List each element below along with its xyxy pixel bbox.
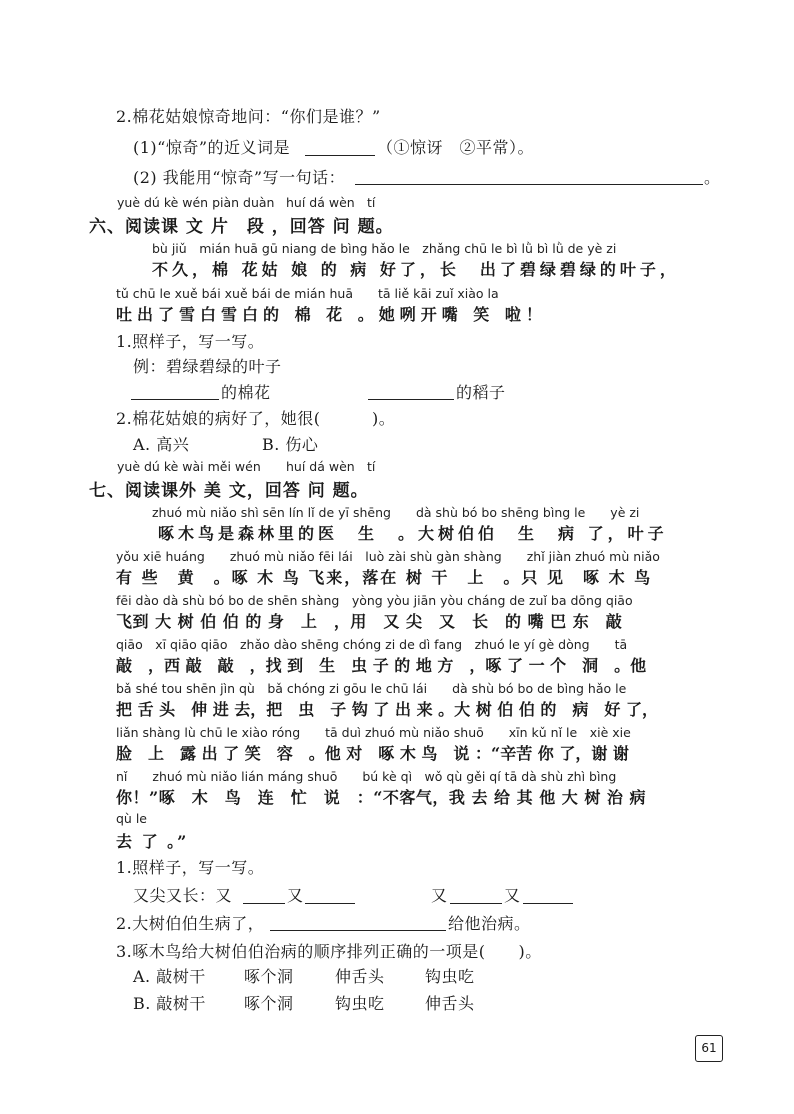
section-7-line-8-text: 去 了 。”	[116, 832, 189, 851]
section-6-pinyin-3: tí	[367, 195, 376, 210]
section-6-example: 例：碧绿碧绿的叶子	[133, 357, 282, 376]
doctor-blank[interactable]	[270, 930, 446, 931]
section-7-line-1-text: 啄木鸟是森林里的医 生 。大树伯伯 生 病 了，叶子	[158, 524, 668, 543]
section-6-heading: 六、阅读课 文 片 段 ，回答 问 题。	[89, 217, 394, 237]
section-7-question-2-prefix: 2.大树伯伯生病了，	[116, 914, 265, 933]
fill-label-rice: 的稻子	[456, 383, 506, 402]
question-2-sub1-suffix: （①惊讶 ②平常）。	[377, 138, 535, 157]
fill-blank-you-2[interactable]	[305, 903, 355, 904]
section-6-line-1-text: 不久，棉 花姑 娘 的 病 好了，长 出了碧绿碧绿的叶子，	[152, 260, 680, 279]
fill-label-cotton: 的棉花	[221, 383, 271, 402]
section-7-line-5-pinyin: bǎ shé tou shēn jìn qù bǎ chóng zi gōu le chū lái dà shù bó bo de bìng hǎo le	[116, 681, 627, 696]
section-7-line-3-text: 飞到 大 树 伯 伯 的 身 上 ，用 又 尖 又 长 的 嘴 巴 东 敲	[116, 612, 623, 631]
option-a-step-3: 伸舌头	[335, 967, 385, 986]
fill-blank-rice[interactable]	[368, 399, 454, 400]
option-b-step-1[interactable]: B. 敲树干	[133, 994, 206, 1013]
section-7-pinyin-1: yuè dú kè wài měi wén	[117, 459, 261, 474]
you-char-1: 又	[287, 886, 304, 905]
section-6-line-2-pinyin: tǔ chū le xuě bái xuě bái de mián huā tā liě kāi zuǐ xiào la	[116, 286, 499, 301]
section-6-question-2-prefix: 2.棉花姑娘的病好了，她很(	[116, 409, 321, 428]
section-6-pinyin-1: yuè dú kè wén piàn duàn	[117, 195, 275, 210]
option-b-step-2: 啄个洞	[244, 994, 294, 1013]
option-a-step-4: 钩虫吃	[425, 967, 475, 986]
fill-blank-cotton[interactable]	[131, 399, 219, 400]
section-7-line-2-pinyin: yǒu xiē huáng zhuó mù niǎo fēi lái luò zài shù gàn shàng zhǐ jiàn zhuó mù niǎo	[116, 549, 660, 564]
section-7-pinyin-2: huí dá wèn	[286, 459, 355, 474]
section-7-question-1: 1.照样子，写一写。	[116, 858, 265, 877]
section-7-heading: 七、阅读课外 美 文，回答 问 题。	[89, 481, 369, 501]
section-6-question-2-suffix: )。	[372, 409, 396, 428]
question-2-sub2-suffix: 。	[704, 168, 721, 187]
section-7-line-7-pinyin: nǐ zhuó mù niǎo lián máng shuō bú kè qì wǒ qù gěi qí tā dà shù zhì bìng	[116, 769, 617, 784]
section-7-line-4-pinyin: qiāo xī qiāo qiāo zhǎo dào shēng chóng zi de dì fang zhuó le yí gè dòng tā	[116, 637, 628, 652]
section-7-question-2-suffix: 给他治病。	[448, 914, 531, 933]
page-number: 61	[695, 1035, 723, 1062]
question-2-sub1-prefix: (1)“惊奇”的近义词是	[133, 138, 291, 157]
option-a-happy[interactable]: A. 高兴	[133, 435, 190, 454]
fill-blank-you-3[interactable]	[450, 903, 502, 904]
section-7-line-3-pinyin: fēi dào dà shù bó bo de shēn shàng yòng yòu jiān yòu cháng de zuǐ ba dōng qiāo	[116, 593, 633, 608]
section-6-line-2-text: 吐出了雪白雪白的 棉 花 。她咧开嘴 笑 啦！	[116, 305, 547, 324]
you-char-2: 又	[431, 886, 448, 905]
section-7-line-8-pinyin: qù le	[116, 811, 147, 826]
section-7-example: 又尖又长：又	[133, 886, 233, 905]
option-a-step-2: 啄个洞	[244, 967, 294, 986]
fill-blank-you-1[interactable]	[243, 903, 285, 904]
section-7-line-6-pinyin: liǎn shàng lù chū le xiào róng tā duì zhuó mù niǎo shuō xīn kǔ nǐ le xiè xie	[116, 725, 631, 740]
option-b-sad[interactable]: B. 伤心	[262, 435, 319, 454]
question-2-sub2-prefix: (2) 我能用“惊奇”写一句话：	[133, 168, 346, 187]
you-char-3: 又	[504, 886, 521, 905]
option-b-step-3: 钩虫吃	[335, 994, 385, 1013]
section-7-line-6-text: 脸 上 露 出 了 笑 容 。他 对 啄 木 鸟 说 ：“辛苦 你 了，谢 谢	[116, 744, 629, 763]
section-7-line-1-pinyin: zhuó mù niǎo shì sēn lín lǐ de yī shēng dà shù bó bo shēng bìng le yè zi	[152, 505, 640, 520]
option-b-step-4: 伸舌头	[425, 994, 475, 1013]
question-2-title: 2.棉花姑娘惊奇地问：“你们是谁？”	[116, 107, 381, 126]
section-7-line-7-text: 你！”啄 木 鸟 连 忙 说 ：“不客气，我 去 给 其 他 大 树 治 病	[116, 788, 646, 807]
section-7-line-5-text: 把 舌 头 伸 进 去，把 虫 子 钩 了 出 来 。大 树 伯 伯 的 病 好 了，	[116, 700, 658, 719]
section-7-line-2-text: 有 些 黄 。啄 木 鸟 飞来，落在 树 干 上 。只 见 啄 木 鸟	[116, 568, 653, 587]
synonym-blank[interactable]	[305, 155, 375, 156]
section-7-question-3: 3.啄木鸟给大树伯伯治病的顺序排列正确的一项是( )。	[116, 942, 542, 961]
fill-blank-you-4[interactable]	[523, 903, 573, 904]
section-6-pinyin-2: huí dá wèn	[286, 195, 355, 210]
section-7-pinyin-3: tí	[367, 459, 376, 474]
sentence-blank[interactable]	[355, 184, 703, 185]
option-a-step-1[interactable]: A. 敲树干	[133, 967, 206, 986]
section-6-question-1: 1.照样子，写一写。	[116, 332, 265, 351]
section-6-line-1-pinyin: bù jiǔ mián huā gū niang de bìng hǎo le zhǎng chū le bì lǜ bì lǜ de yè zi	[152, 241, 617, 256]
section-7-line-4-text: 敲 ，西 敲 敲 ，找 到 生 虫 子 的 地 方 ，啄 了 一 个 洞 。他	[116, 656, 647, 675]
